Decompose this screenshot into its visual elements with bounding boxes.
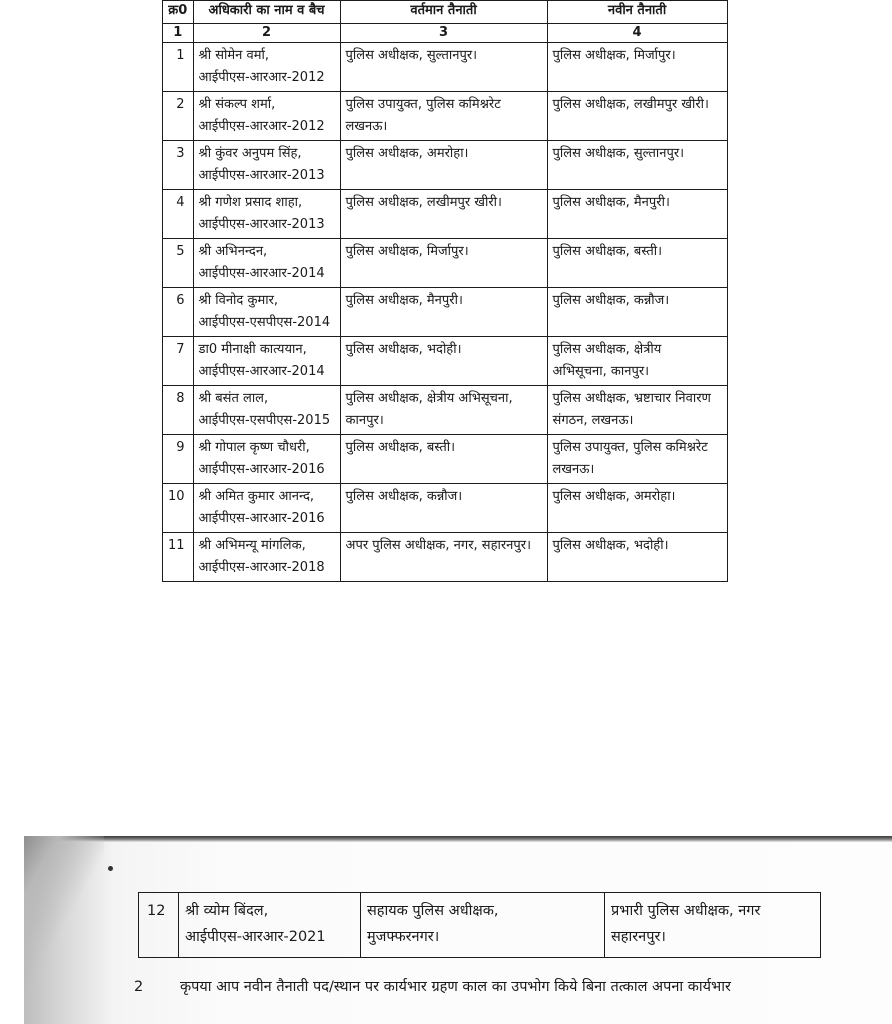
table-row <box>163 386 728 435</box>
officer-batch: आईपीएस-आरआर-2016 <box>198 462 325 477</box>
serial-number: 1 <box>163 43 194 92</box>
officer-cell <box>179 893 361 958</box>
current-posting-line: पुलिस अधीक्षक, क्षेत्रीय अभिसूचना, <box>345 391 513 406</box>
current-posting-cell <box>340 43 547 92</box>
officer-cell <box>193 386 340 435</box>
officer-cell <box>193 288 340 337</box>
current-posting-cell <box>340 239 547 288</box>
header-new-posting: नवीन तैनाती <box>547 1 727 24</box>
officer-batch: आईपीएस-आरआर-2018 <box>198 560 325 575</box>
new-posting-line: संगठन, लखनऊ। <box>552 413 634 428</box>
new-posting-line: पुलिस अधीक्षक, क्षेत्रीय <box>552 342 662 357</box>
officer-cell <box>193 337 340 386</box>
officer-cell <box>193 484 340 533</box>
officer-cell <box>193 533 340 582</box>
table-row <box>139 893 821 958</box>
officer-batch: आईपीएस-आरआर-2014 <box>198 266 325 281</box>
footnote-text: कृपया आप नवीन तैनाती पद/स्थान पर कार्यभार ग्रहण काल का उपभोग किये बिना तत्काल अपना कार्यभार <box>180 979 731 995</box>
officer-name: श्री व्योम बिंदल, <box>185 903 269 919</box>
current-posting-line: कानपुर। <box>345 413 384 428</box>
officer-name: श्री कुंवर अनुपम सिंह, <box>198 146 302 161</box>
transfer-table-body <box>163 1 728 582</box>
current-posting-line: पुलिस उपायुक्त, पुलिस कमिश्नरेट <box>345 97 501 112</box>
officer-name: श्री अमित कुमार आनन्द, <box>198 489 314 504</box>
footnote-number: 2 <box>134 979 144 995</box>
serial-number: 2 <box>163 92 194 141</box>
current-posting-line: सहायक पुलिस अधीक्षक, <box>367 903 499 919</box>
officer-name: श्री बसंत लाल, <box>198 391 269 406</box>
table-row <box>163 190 728 239</box>
column-number-row <box>163 24 728 43</box>
footnote-paragraph <box>134 976 892 996</box>
new-posting-cell <box>547 337 727 386</box>
table-header-row <box>163 1 728 24</box>
new-posting-line: पुलिस अधीक्षक, सुल्तानपुर। <box>552 146 685 161</box>
document-page-continuation <box>24 836 892 1024</box>
current-posting-cell <box>340 337 547 386</box>
new-posting-line: पुलिस उपायुक्त, पुलिस कमिश्नरेट <box>552 440 708 455</box>
new-posting-cell <box>547 141 727 190</box>
transfer-table-continuation <box>138 892 821 958</box>
new-posting-cell <box>547 386 727 435</box>
table-row <box>163 92 728 141</box>
officer-cell <box>193 190 340 239</box>
officer-name: श्री गणेश प्रसाद शाहा, <box>198 195 303 210</box>
current-posting-line: पुलिस अधीक्षक, सुल्तानपुर। <box>345 48 478 63</box>
new-posting-line: पुलिस अधीक्षक, बस्ती। <box>552 244 663 259</box>
officer-cell <box>193 435 340 484</box>
current-posting-line: लखनऊ। <box>345 119 388 134</box>
column-number: 2 <box>193 24 340 43</box>
officer-cell <box>193 239 340 288</box>
current-posting-line: पुलिस अधीक्षक, मैनपुरी। <box>345 293 463 308</box>
table-row <box>163 484 728 533</box>
current-posting-line: पुलिस अधीक्षक, भदोही। <box>345 342 462 357</box>
table-row <box>163 239 728 288</box>
serial-number: 11 <box>163 533 194 582</box>
new-posting-line: सहारनपुर। <box>611 929 666 945</box>
officer-batch: आईपीएस-आरआर-2014 <box>198 364 325 379</box>
table-row <box>163 288 728 337</box>
officer-batch: आईपीएस-आरआर-2013 <box>198 217 325 232</box>
officer-batch: आईपीएस-आरआर-2016 <box>198 511 325 526</box>
current-posting-cell <box>361 893 605 958</box>
ink-dot <box>108 866 113 871</box>
new-posting-line: पुलिस अधीक्षक, मैनपुरी। <box>552 195 670 210</box>
current-posting-line: पुलिस अधीक्षक, कन्नौज। <box>345 489 463 504</box>
current-posting-cell <box>340 484 547 533</box>
new-posting-cell <box>547 484 727 533</box>
current-posting-line: अपर पुलिस अधीक्षक, नगर, सहारनपुर। <box>345 538 531 553</box>
page-edge-shadow <box>24 836 892 842</box>
serial-number: 7 <box>163 337 194 386</box>
table-row <box>163 43 728 92</box>
current-posting-line: पुलिस अधीक्षक, बस्ती। <box>345 440 456 455</box>
new-posting-line: पुलिस अधीक्षक, मिर्जापुर। <box>552 48 676 63</box>
new-posting-cell <box>547 92 727 141</box>
table-row <box>163 337 728 386</box>
new-posting-line: पुलिस अधीक्षक, लखीमपुर खीरी। <box>552 97 709 112</box>
column-number: 1 <box>163 24 194 43</box>
officer-name: श्री विनोद कुमार, <box>198 293 279 308</box>
page-fold-shadow <box>24 836 104 1024</box>
header-current-posting: वर्तमान तैनाती <box>340 1 547 24</box>
serial-number: 9 <box>163 435 194 484</box>
officer-name: डा0 मीनाक्षी कात्ययान, <box>198 342 307 357</box>
current-posting-line: मुजफ्फरनगर। <box>367 929 440 945</box>
current-posting-cell <box>340 386 547 435</box>
officer-batch: आईपीएस-एसपीएस-2014 <box>198 315 331 330</box>
table-row <box>163 533 728 582</box>
new-posting-cell <box>547 435 727 484</box>
new-posting-cell <box>547 43 727 92</box>
new-posting-cell <box>547 288 727 337</box>
officer-name: श्री अभिमन्यू मांगलिक, <box>198 538 306 553</box>
officer-cell <box>193 141 340 190</box>
new-posting-line: लखनऊ। <box>552 462 595 477</box>
table-row <box>163 141 728 190</box>
serial-number: 10 <box>163 484 194 533</box>
current-posting-cell <box>340 288 547 337</box>
officer-batch: आईपीएस-आरआर-2013 <box>198 168 325 183</box>
new-posting-line: अभिसूचना, कानपुर। <box>552 364 650 379</box>
header-officer-name: अधिकारी का नाम व बैच <box>193 1 340 24</box>
officer-cell <box>193 92 340 141</box>
officer-name: श्री गोपाल कृष्ण चौधरी, <box>198 440 310 455</box>
current-posting-cell <box>340 435 547 484</box>
officer-name: श्री सोमेन वर्मा, <box>198 48 270 63</box>
officer-cell <box>193 43 340 92</box>
serial-number: 12 <box>139 893 179 958</box>
new-posting-line: पुलिस अधीक्षक, अमरोहा। <box>552 489 676 504</box>
column-number: 3 <box>340 24 547 43</box>
new-posting-line: पुलिस अधीक्षक, भ्रष्टाचार निवारण <box>552 391 711 406</box>
transfer-table <box>162 0 728 582</box>
officer-name: श्री संकल्प शर्मा, <box>198 97 276 112</box>
new-posting-line: प्रभारी पुलिस अधीक्षक, नगर <box>611 903 761 919</box>
officer-batch: आईपीएस-आरआर-2021 <box>185 929 326 945</box>
serial-number: 8 <box>163 386 194 435</box>
new-posting-cell <box>547 533 727 582</box>
serial-number: 5 <box>163 239 194 288</box>
officer-batch: आईपीएस-आरआर-2012 <box>198 119 325 134</box>
current-posting-cell <box>340 92 547 141</box>
serial-number: 3 <box>163 141 194 190</box>
current-posting-cell <box>340 141 547 190</box>
new-posting-line: पुलिस अधीक्षक, भदोही। <box>552 538 669 553</box>
officer-name: श्री अभिनन्दन, <box>198 244 268 259</box>
new-posting-cell <box>547 190 727 239</box>
new-posting-cell <box>605 893 821 958</box>
serial-number: 4 <box>163 190 194 239</box>
column-number: 4 <box>547 24 727 43</box>
current-posting-line: पुलिस अधीक्षक, मिर्जापुर। <box>345 244 469 259</box>
table-row <box>163 435 728 484</box>
serial-number: 6 <box>163 288 194 337</box>
officer-batch: आईपीएस-एसपीएस-2015 <box>198 413 331 428</box>
current-posting-cell <box>340 533 547 582</box>
header-serial: क्र0 <box>163 1 194 24</box>
current-posting-cell <box>340 190 547 239</box>
new-posting-line: पुलिस अधीक्षक, कन्नौज। <box>552 293 670 308</box>
officer-batch: आईपीएस-आरआर-2012 <box>198 70 325 85</box>
current-posting-line: पुलिस अधीक्षक, लखीमपुर खीरी। <box>345 195 502 210</box>
new-posting-cell <box>547 239 727 288</box>
current-posting-line: पुलिस अधीक्षक, अमरोहा। <box>345 146 469 161</box>
